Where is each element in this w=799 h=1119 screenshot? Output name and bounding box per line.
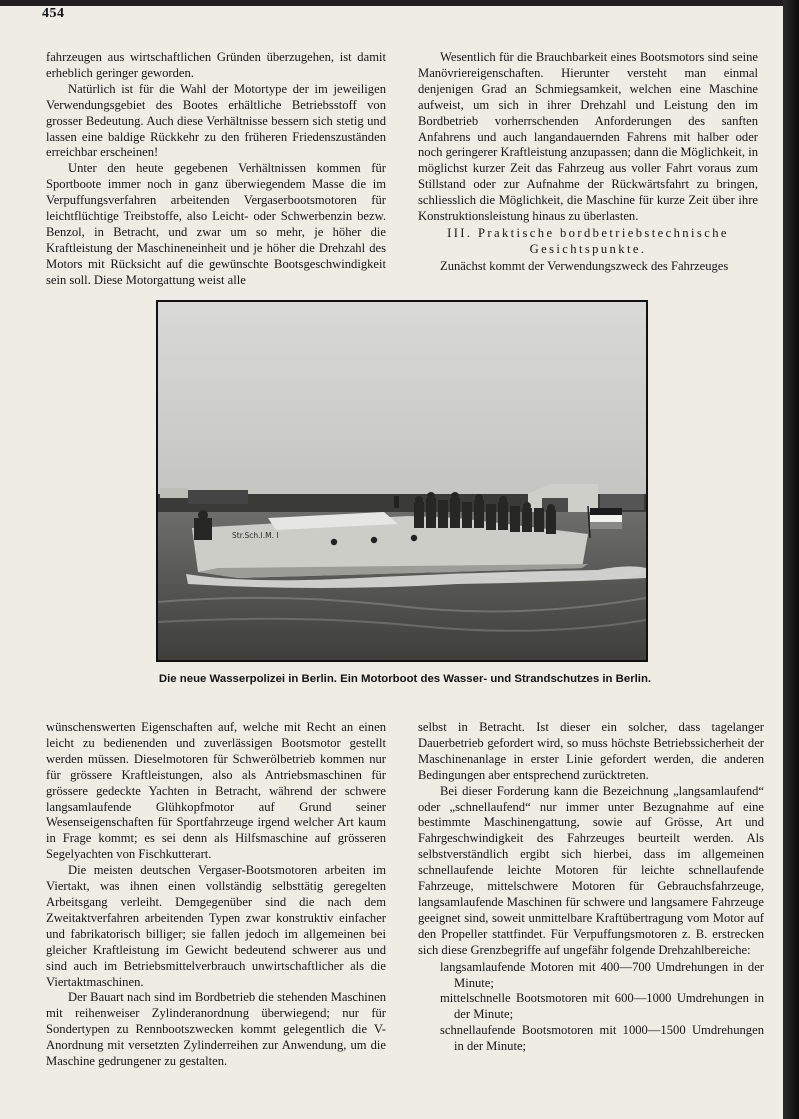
column-3 [46,720,386,1070]
column-4 [418,720,764,1055]
list-item: langsamlaufende Motoren mit 400—700 Umdrehungen in der Minute; [440,959,764,990]
section-heading-line-2: Gesichtspunkte. [529,241,647,256]
motorboat-photo-image [158,302,646,660]
list-item: mittelschnelle Bootsmotoren mit 600—1000 Umdrehungen in der Minute; [440,991,764,1022]
paragraph: Der Bauart nach sind im Bordbetrieb die stehenden Maschinen mit reihenweiser Zylinderanordnung überwiegend; nur für Sondertypen zu Rennbootszwecken kommt gelegentlich die V-Anordnung mit versetzten Zylinderreihen zur Anwendung, um die Maschine gedrungener zu gestalten. [46,990,386,1069]
paragraph: Die meisten deutschen Vergaser-Bootsmotoren arbeiten im Viertakt, was ihnen einen vollständig selbsttätig geregelten Arbeitsgang verleiht. Demgegenüber sind die nach dem Zweitaktverfahren arbeitenden Typen zwar konstruktiv einfacher und fabrikatorisch billiger; sie fallen jedoch im allgemeinen bei gleicher Kraftleistung im Gewicht bedeutend schwerer aus und sind auch im Betriebsmittelverbrauch unwirtschaftlicher als die Viertaktmaschinen. [46,863,386,989]
rpm-range-list [418,960,764,1055]
paragraph: Zunächst kommt der Verwendungszweck des Fahrzeuges [440,258,729,273]
paragraph: Natürlich ist für die Wahl der Motortype der im jeweiligen Verwendungsgebiet des Bootes erhältliche Betriebsstoff von grosser Bedeutung. Auch diese Verhältnisse bessern sich stetig und lassen eine baldige Rückkehr zu den früheren Friedenszuständen erreichbar erscheinen! [46,81,386,160]
photo-caption: Die neue Wasserpolizei in Berlin. Ein Motorboot des Wasser- und Strandschutzes in Berlin. [158,673,652,685]
column-1 [46,50,386,289]
motorboat-photo [156,300,648,662]
column-2 [418,50,758,275]
paragraph: selbst in Betracht. Ist dieser ein solcher, dass tagelanger Dauerbetrieb gefordert wird, so muss höchste Betriebssicherheit der Maschinenanlage in erster Linie gefordert werden, die anderen Bedingungen aber entsprechend zurücktreten. [418,720,764,782]
paragraph: Wesentlich für die Brauchbarkeit eines Bootsmotors sind seine Manövriereigenschaften. Hierunter versteht man einmal denjenigen Grad an Schmiegsamkeit, welchen eine Maschine aufweist, um sich in ihrer Drehzahl und Leistung den im Bordbetrieb vorherrschenden Anforderungen des sanften Anfahrens und auch langandauernden Fahrens mit halber oder noch geringerer Kraftleistung anzupassen; dann die Möglichkeit, in möglichst kurzer Zeit das Fahrzeug aus voller Fahrt voraus zum Stillstand oder zur Aufnahme der Rückwärtsfahrt zu bringen, schliesslich die Möglichkeit, die Maschine für kurze Zeit über ihre Konstruktionsleistung hinaus zu überlasten. [418,50,758,224]
section-heading-line-1: III. Praktische bordbetriebstechnische [447,225,729,240]
book-gutter [783,0,799,1119]
list-item: schnellaufende Bootsmotoren mit 1000—1500 Umdrehungen in der Minute; [440,1023,764,1054]
paragraph: wünschenswerten Eigenschaften auf, welche mit Recht an einen leicht zu bedienenden und zuverlässigen Bootsmotor gestellt werden müssen. Dieselmotoren für Schwerölbetrieb kommen nur für grössere Kraftleistungen, also als Antriebsmaschinen für grössere gedeckte Yachten in Betracht, während der schwere langsamlaufende Glühkopfmotor auf Grund seiner Wesenseigenschaften für Sportfahrzeuge irgend welcher Art kaum in Frage kommt; es sei denn als Hilfsmaschine auf grösseren Segelyachten von Fischkutterart. [46,720,386,862]
page-number: 454 [42,6,65,21]
paragraph: fahrzeugen aus wirtschaftlichen Gründen überzugehen, ist damit erheblich geringer geworden. [46,50,386,80]
boat-lettering: Str.Sch.I.M. I [232,531,279,540]
paragraph: Unter den heute gegebenen Verhältnissen kommen für Sportboote immer noch in ganz überwiegendem Masse die im Verpuffungsverfahren arbeitenden Vergaserbootsmotoren für leichtflüchtige Treibstoffe, also Leicht- oder Schwerbenzin bezw. Benzol, in Betracht, und zwar um so mehr, je höher die Kraftleistung der Maschineneinheit und je höher die Drehzahl des Motors mit Rücksicht auf die gewünschte Bootsgeschwindigkeit sein soll. Diese Motorgattung weist alle [46,161,386,287]
page [0,6,783,1119]
paragraph: Bei dieser Forderung kann die Bezeichnung „langsamlaufend“ oder „schnellaufend“ nur immer unter Bezugnahme auf eine bestimmte Maschinengattung, sowie auf Grösse, Art und Fahrgeschwindigkeit des Fahrzeuges beurteilt werden. Als selbstverständlich ergibt sich hierbei, dass im allgemeinen schnellaufende leichte Motoren für leichte schnellaufende Fahrzeuge, mittelschwere Motoren für Gebrauchsfahrzeuge, langsamlaufende Maschinen für schwere und langsamere Fahrzeuge geeignet sind, soweit unmittelbare Kraftübertragung vom Motor auf den Propeller stattfindet. Für Verpuffungsmotoren z. B. erstrecken sich diese Grenzbegriffe auf ungefähr folgende Drehzahlbereiche: [418,783,764,957]
section-heading [418,226,758,258]
